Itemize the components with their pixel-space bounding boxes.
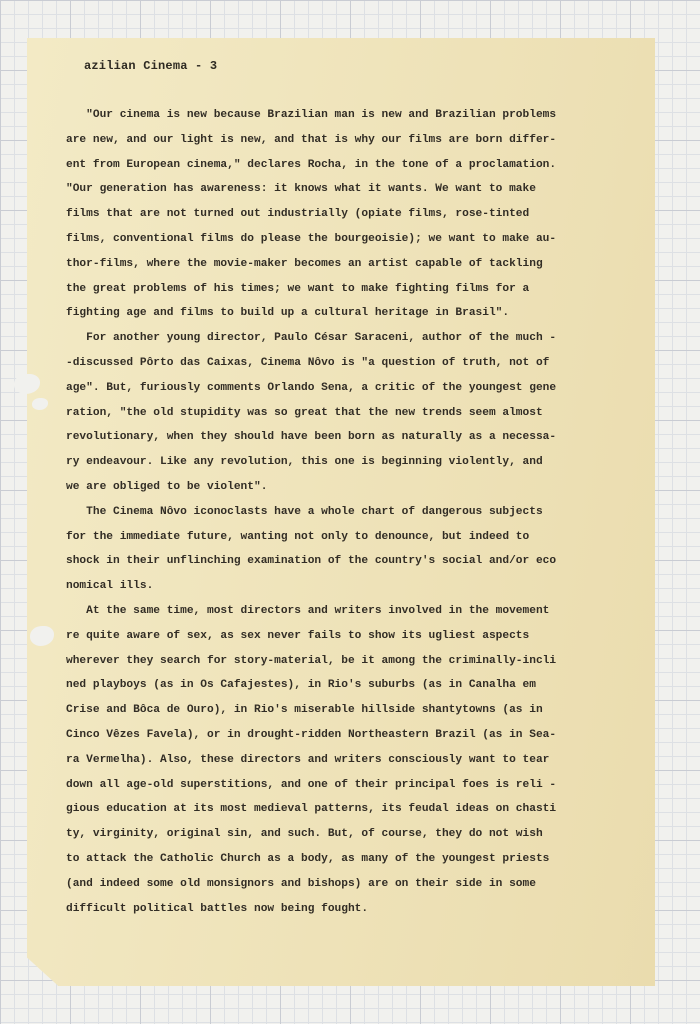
paragraph-2: [66, 326, 636, 500]
text-line: revolutionary, when they should have been born as naturally as a necessa-: [66, 431, 557, 444]
text-line: re quite aware of sex, as sex never fails to show its ugliest aspects: [66, 629, 530, 642]
text-line: films that are not turned out industrially (opiate films, rose-tinted: [66, 208, 530, 221]
text-line: to attack the Catholic Church as a body, as many of the youngest priests: [66, 852, 550, 865]
page-header: azilian Cinema - 3: [84, 59, 218, 73]
text-line: thor-films, where the movie-maker becomes an artist capable of tackling: [66, 257, 543, 270]
paragraph-4: [66, 599, 636, 921]
text-line: At the same time, most directors and writers involved in the movement: [66, 604, 550, 617]
text-line: ra Vermelha). Also, these directors and writers consciously want to tear: [66, 753, 550, 766]
text-line: shock in their unflinching examination of the country's social and/or eco: [66, 555, 557, 568]
text-line: age". But, furiously comments Orlando Sena, a critic of the youngest gene: [66, 381, 557, 394]
text-line: ry endeavour. Like any revolution, this one is beginning violently, and: [66, 456, 543, 469]
text-line: "Our generation has awareness: it knows what it wants. We want to make: [66, 183, 536, 196]
text-line: films, conventional films do please the bourgeoisie); we want to make au-: [66, 232, 557, 245]
text-line: The Cinema Nôvo iconoclasts have a whole chart of dangerous subjects: [66, 505, 543, 518]
paragraph-1: [66, 103, 636, 326]
text-line: difficult political battles now being fought.: [66, 902, 369, 915]
text-line: (and indeed some old monsignors and bishops) are on their side in some: [66, 877, 536, 890]
text-line: -discussed Pôrto das Caixas, Cinema Nôvo is "a question of truth, not of: [66, 356, 550, 369]
text-line: nomical ills.: [66, 580, 154, 593]
text-line: ned playboys (as in Os Cafajestes), in Rio's suburbs (as in Canalha em: [66, 679, 536, 692]
text-line: down all age-old superstitions, and one of their principal foes is reli -: [66, 778, 557, 791]
text-line: ent from European cinema," declares Rocha, in the tone of a proclamation.: [66, 158, 557, 171]
text-line: ration, "the old stupidity was so great that the new trends seem almost: [66, 406, 543, 419]
text-line: fighting age and films to build up a cultural heritage in Brasil".: [66, 307, 510, 320]
paragraph-3: [66, 500, 636, 599]
text-line: "Our cinema is new because Brazilian man is new and Brazilian problems: [66, 109, 557, 121]
text-line: we are obliged to be violent".: [66, 480, 268, 493]
text-line: the great problems of his times; we want to make fighting films for a: [66, 282, 530, 295]
text-line: Cinco Vêzes Favela), or in drought-ridden Northeastern Brazil (as in Sea-: [66, 728, 557, 741]
text-line: gious education at its most medieval patterns, its feudal ideas on chasti: [66, 803, 557, 816]
text-line: ty, virginity, original sin, and such. But, of course, they do not wish: [66, 828, 543, 841]
text-line: For another young director, Paulo César Saraceni, author of the much -: [66, 332, 557, 345]
body-text: [66, 103, 636, 921]
text-line: wherever they search for story-material, be it among the criminally-incli: [66, 654, 557, 667]
text-line: are new, and our light is new, and that is why our films are born differ-: [66, 133, 557, 146]
text-line: for the immediate future, wanting not only to denounce, but indeed to: [66, 530, 530, 543]
text-line: Crise and Bôca de Ouro), in Rio's miserable hillside shantytowns (as in: [66, 704, 543, 717]
